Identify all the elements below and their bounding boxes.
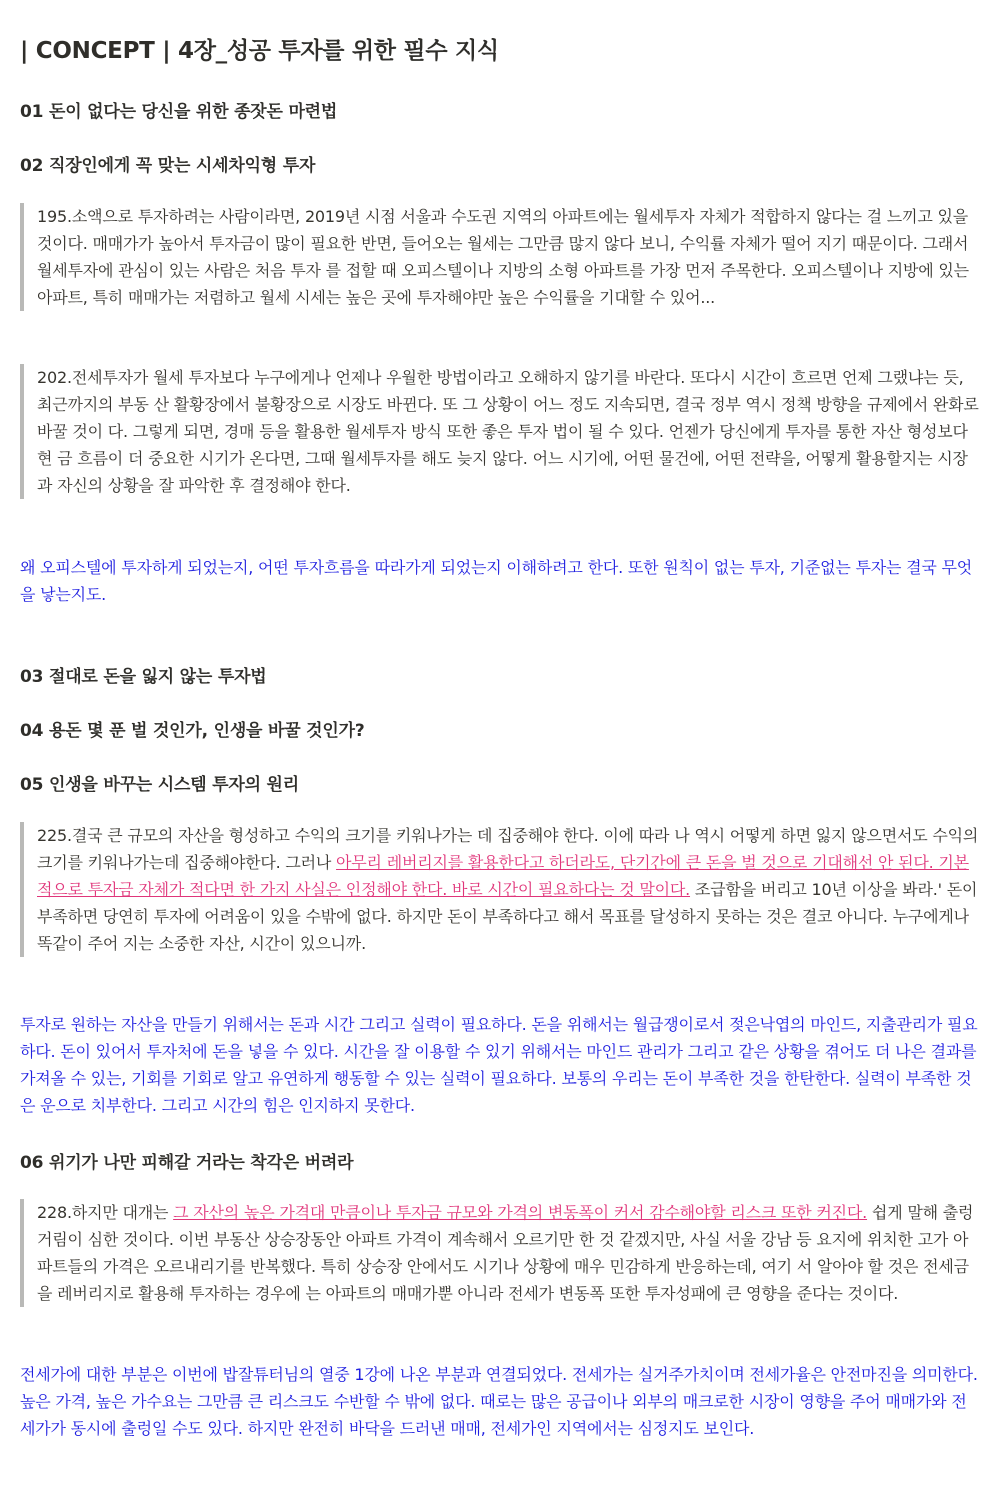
page-title: | CONCEPT | 4장_성공 투자를 위한 필수 지식 [20, 38, 499, 64]
section-heading-03: 03 절대로 돈을 잃지 않는 투자법 [20, 667, 267, 687]
quote-text: 225.결국 큰 규모의 자산을 형성하고 수익의 크기를 키워나가는 데 집중해야 한다. 이에 따라 나 역시 어떻게 하면 잃지 않으면서도 수익의 크기를 키워나가는데 집중해야한다. 그러나 [37, 826, 979, 872]
section-heading-05: 05 인생을 바꾸는 시스템 투자의 원리 [20, 775, 299, 795]
quote-block-228 [20, 1199, 980, 1307]
quote-block-202: 202.전세투자가 월세 투자보다 누구에게나 언제나 우월한 방법이라고 오해하지 않기를 바란다. 또다시 시간이 흐르면 언제 그랬냐는 듯, 최근까지의 부동 산 활황장에서 불황장으로 시장도 바뀐다. 또 그 상황이 어느 정도 지속되면, 결국 정부 역시 정책 방향을 규제에서 완화로 바꿀 것이 다. 그렇게 되면, 경매 등을 활용한 월세투자 방식 또한 좋은 투자 법이 될 수 있다. 언젠가 당신에게 투자를 통한 자산 형성보다 현 금 흐름이 더 중요한 시기가 온다면, 그때 월세투자를 해도 늦지 않다. 어느 시기에, 어떤 물건에, 어떤 전략을, 어떻게 활용할지는 시장과 자신의 상황을 잘 파악한 후 결정해야 한다. [20, 364, 980, 499]
note-paragraph-1: 왜 오피스텔에 투자하게 되었는지, 어떤 투자흐름을 따라가게 되었는지 이해하려고 한다. 또한 원칙이 없는 투자, 기준없는 투자는 결국 무엇을 낳는지도. [20, 558, 973, 604]
note-paragraph-2: 투자로 원하는 자산을 만들기 위해서는 돈과 시간 그리고 실력이 필요하다. 돈을 위해서는 월급쟁이로서 젖은낙엽의 마인드, 지출관리가 필요하다. 돈이 있어서 투자처에 돈을 넣을 수 있다. 시간을 잘 이용할 수 있기 위해서는 마인드 관리가 그리고 같은 상황을 겪어도 더 나은 결과를 가져올 수 있는, 기회를 기회로 알고 유연하게 행동할 수 있는 실력이 필요하다. 보통의 우리는 돈이 부족한 것을 한탄한다. 실력이 부족한 것은 운으로 치부한다. 그리고 시간의 힘은 인지하지 못한다. [20, 1015, 978, 1115]
quote-text: 쉽게 말해 출렁거림이 심한 것이다. 이번 부동산 상승장동안 아파트 가격이 계속해서 오르기만 한 것 같겠지만, 사실 서울 강남 등 요지에 위치한 고가 아파트들의 가격은 오르내리기를 반복했다. 특히 상승장 안에서도 시기나 상황에 매우 민감하게 반응하는데, 여기 서 알아야 할 것은 전세금을 레버리지로 활용해 투자하는 경우에 는 아파트의 매매가뿐 아니라 전세가 변동폭 또한 투자성패에 큰 영향을 준다는 것이다. [37, 1203, 974, 1303]
quote-block-195: 195.소액으로 투자하려는 사람이라면, 2019년 시점 서울과 수도권 지역의 아파트에는 월세투자 자체가 적합하지 않다는 걸 느끼고 있을 것이다. 매매가가 높아서 투자금이 많이 필요한 반면, 들어오는 월세는 그만큼 많지 않다 보니, 수익률 자체가 떨어 지기 때문이다. 그래서 월세투자에 관심이 있는 사람은 처음 투자 를 접할 때 오피스텔이나 지방의 소형 아파트를 가장 먼저 주목한다. 오피스텔이나 지방에 있는 아파트, 특히 매매가는 저렴하고 월세 시세는 높은 곳에 투자해야만 높은 수익률을 기대할 수 있어... [20, 203, 980, 311]
quote-text: 조급함을 버리고 10년 이상을 봐라.' 돈이 부족하면 당연히 투자에 어려움이 있을 수밖에 없다. 하지만 돈이 부족하다고 해서 목표를 달성하지 못하는 것은 결코 아니다. 누구에게나 똑같이 주어 지는 소중한 자산, 시간이 있으니까. [37, 880, 978, 953]
highlighted-text: 아무리 레버리지를 활용한다고 하더라도, 단기간에 큰 돈을 벌 것으로 기대해선 안 된다. 기본적으로 투자금 자체가 적다면 한 가지 사실은 인정해야 한다. 바로 시간이 필요하다는 것 말이다. [37, 853, 969, 899]
highlighted-text: 그 자산의 높은 가격대 만큼이나 투자금 규모와 가격의 변동폭이 커서 감수해야할 리스크 또한 커진다. [173, 1203, 868, 1222]
quote-block-225 [20, 822, 980, 957]
note-paragraph-3: 전세가에 대한 부분은 이번에 밥잘튜터님의 열중 1강에 나온 부분과 연결되었다. 전세가는 실거주가치이며 전세가율은 안전마진을 의미한다. 높은 가격, 높은 가수요는 그만큼 큰 리스크도 수반할 수 밖에 없다. 때로는 많은 공급이나 외부의 매크로한 시장이 영향을 주어 매매가와 전세가가 동시에 출렁일 수도 있다. 하지만 완전히 바닥을 드러낸 매매, 전세가인 지역에서는 심정지도 보인다. [20, 1365, 978, 1438]
section-heading-04: 04 용돈 몇 푼 벌 것인가, 인생을 바꿀 것인가? [20, 721, 365, 741]
section-heading-06: 06 위기가 나만 피해갈 거라는 착각은 버려라 [20, 1153, 354, 1173]
quote-text: 228.하지만 대개는 [37, 1203, 174, 1222]
section-heading-02: 02 직장인에게 꼭 맞는 시세차익형 투자 [20, 156, 316, 176]
section-heading-01: 01 돈이 없다는 당신을 위한 종잣돈 마련법 [20, 102, 338, 122]
